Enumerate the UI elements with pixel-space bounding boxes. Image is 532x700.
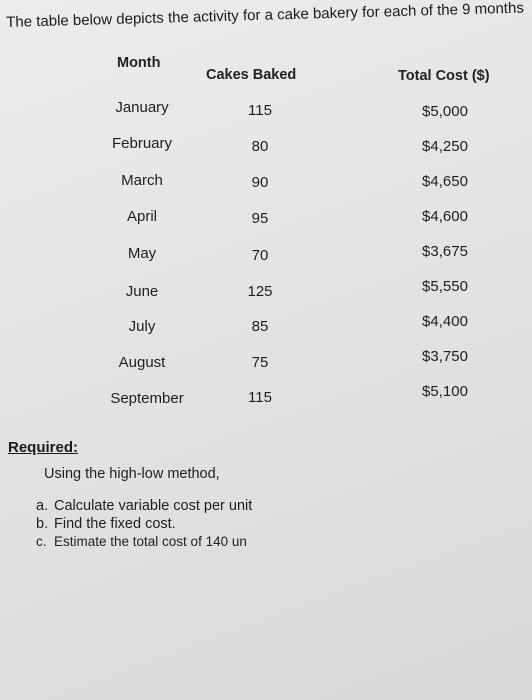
task-text: Estimate the total cost of 140 un: [54, 534, 247, 549]
task-letter: b.: [36, 516, 49, 532]
table-row-cakes: 85: [251, 318, 269, 335]
table-row-cakes: 70: [251, 247, 269, 264]
table-row-cost: $3,675: [422, 243, 468, 260]
table-row-cost: $4,600: [422, 208, 468, 225]
table-row-month: March: [121, 172, 163, 189]
table-row-cost: $5,550: [422, 278, 468, 295]
table-row-month: April: [126, 208, 157, 225]
method-text: Using the high-low method,: [44, 466, 220, 482]
task-item: [36, 498, 252, 514]
task-item: [36, 534, 247, 549]
table-row-month: February: [111, 135, 173, 152]
header-total-cost: Total Cost ($): [398, 68, 490, 84]
table-row-cost: $4,400: [422, 313, 468, 330]
task-item: [36, 516, 176, 532]
table-row-month: May: [127, 245, 157, 262]
table-row-cakes: 80: [251, 138, 269, 155]
table-row-month: January: [115, 99, 169, 116]
table-row-month: September: [110, 390, 184, 407]
table-row-cakes: 75: [251, 354, 269, 371]
table-row-cost: $4,250: [422, 138, 468, 155]
table-row-cost: $5,100: [422, 383, 468, 400]
table-row-month: August: [118, 354, 166, 371]
task-text: Find the fixed cost.: [54, 516, 176, 532]
table-row-cakes: 115: [248, 102, 272, 119]
header-month: Month: [117, 55, 161, 71]
header-cakes-baked: Cakes Baked: [206, 67, 297, 83]
table-row-month: June: [125, 283, 159, 300]
table-row-cost: $5,000: [422, 103, 468, 120]
table-row-month: July: [128, 318, 156, 335]
task-letter: a.: [36, 498, 49, 514]
table-row-cakes: 90: [251, 174, 269, 191]
table-row-cakes: 115: [248, 389, 272, 406]
table-row-cost: $4,650: [422, 173, 468, 190]
intro-text: The table below depicts the activity for a cake bakery for each of the 9 months: [6, 0, 525, 31]
required-heading: Required:: [8, 439, 79, 456]
table-row-cost: $3,750: [422, 348, 468, 365]
task-text: Calculate variable cost per unit: [54, 498, 253, 514]
table-row-cakes: 125: [247, 283, 273, 300]
task-letter: c.: [36, 534, 47, 549]
table-row-cakes: 95: [251, 210, 269, 227]
